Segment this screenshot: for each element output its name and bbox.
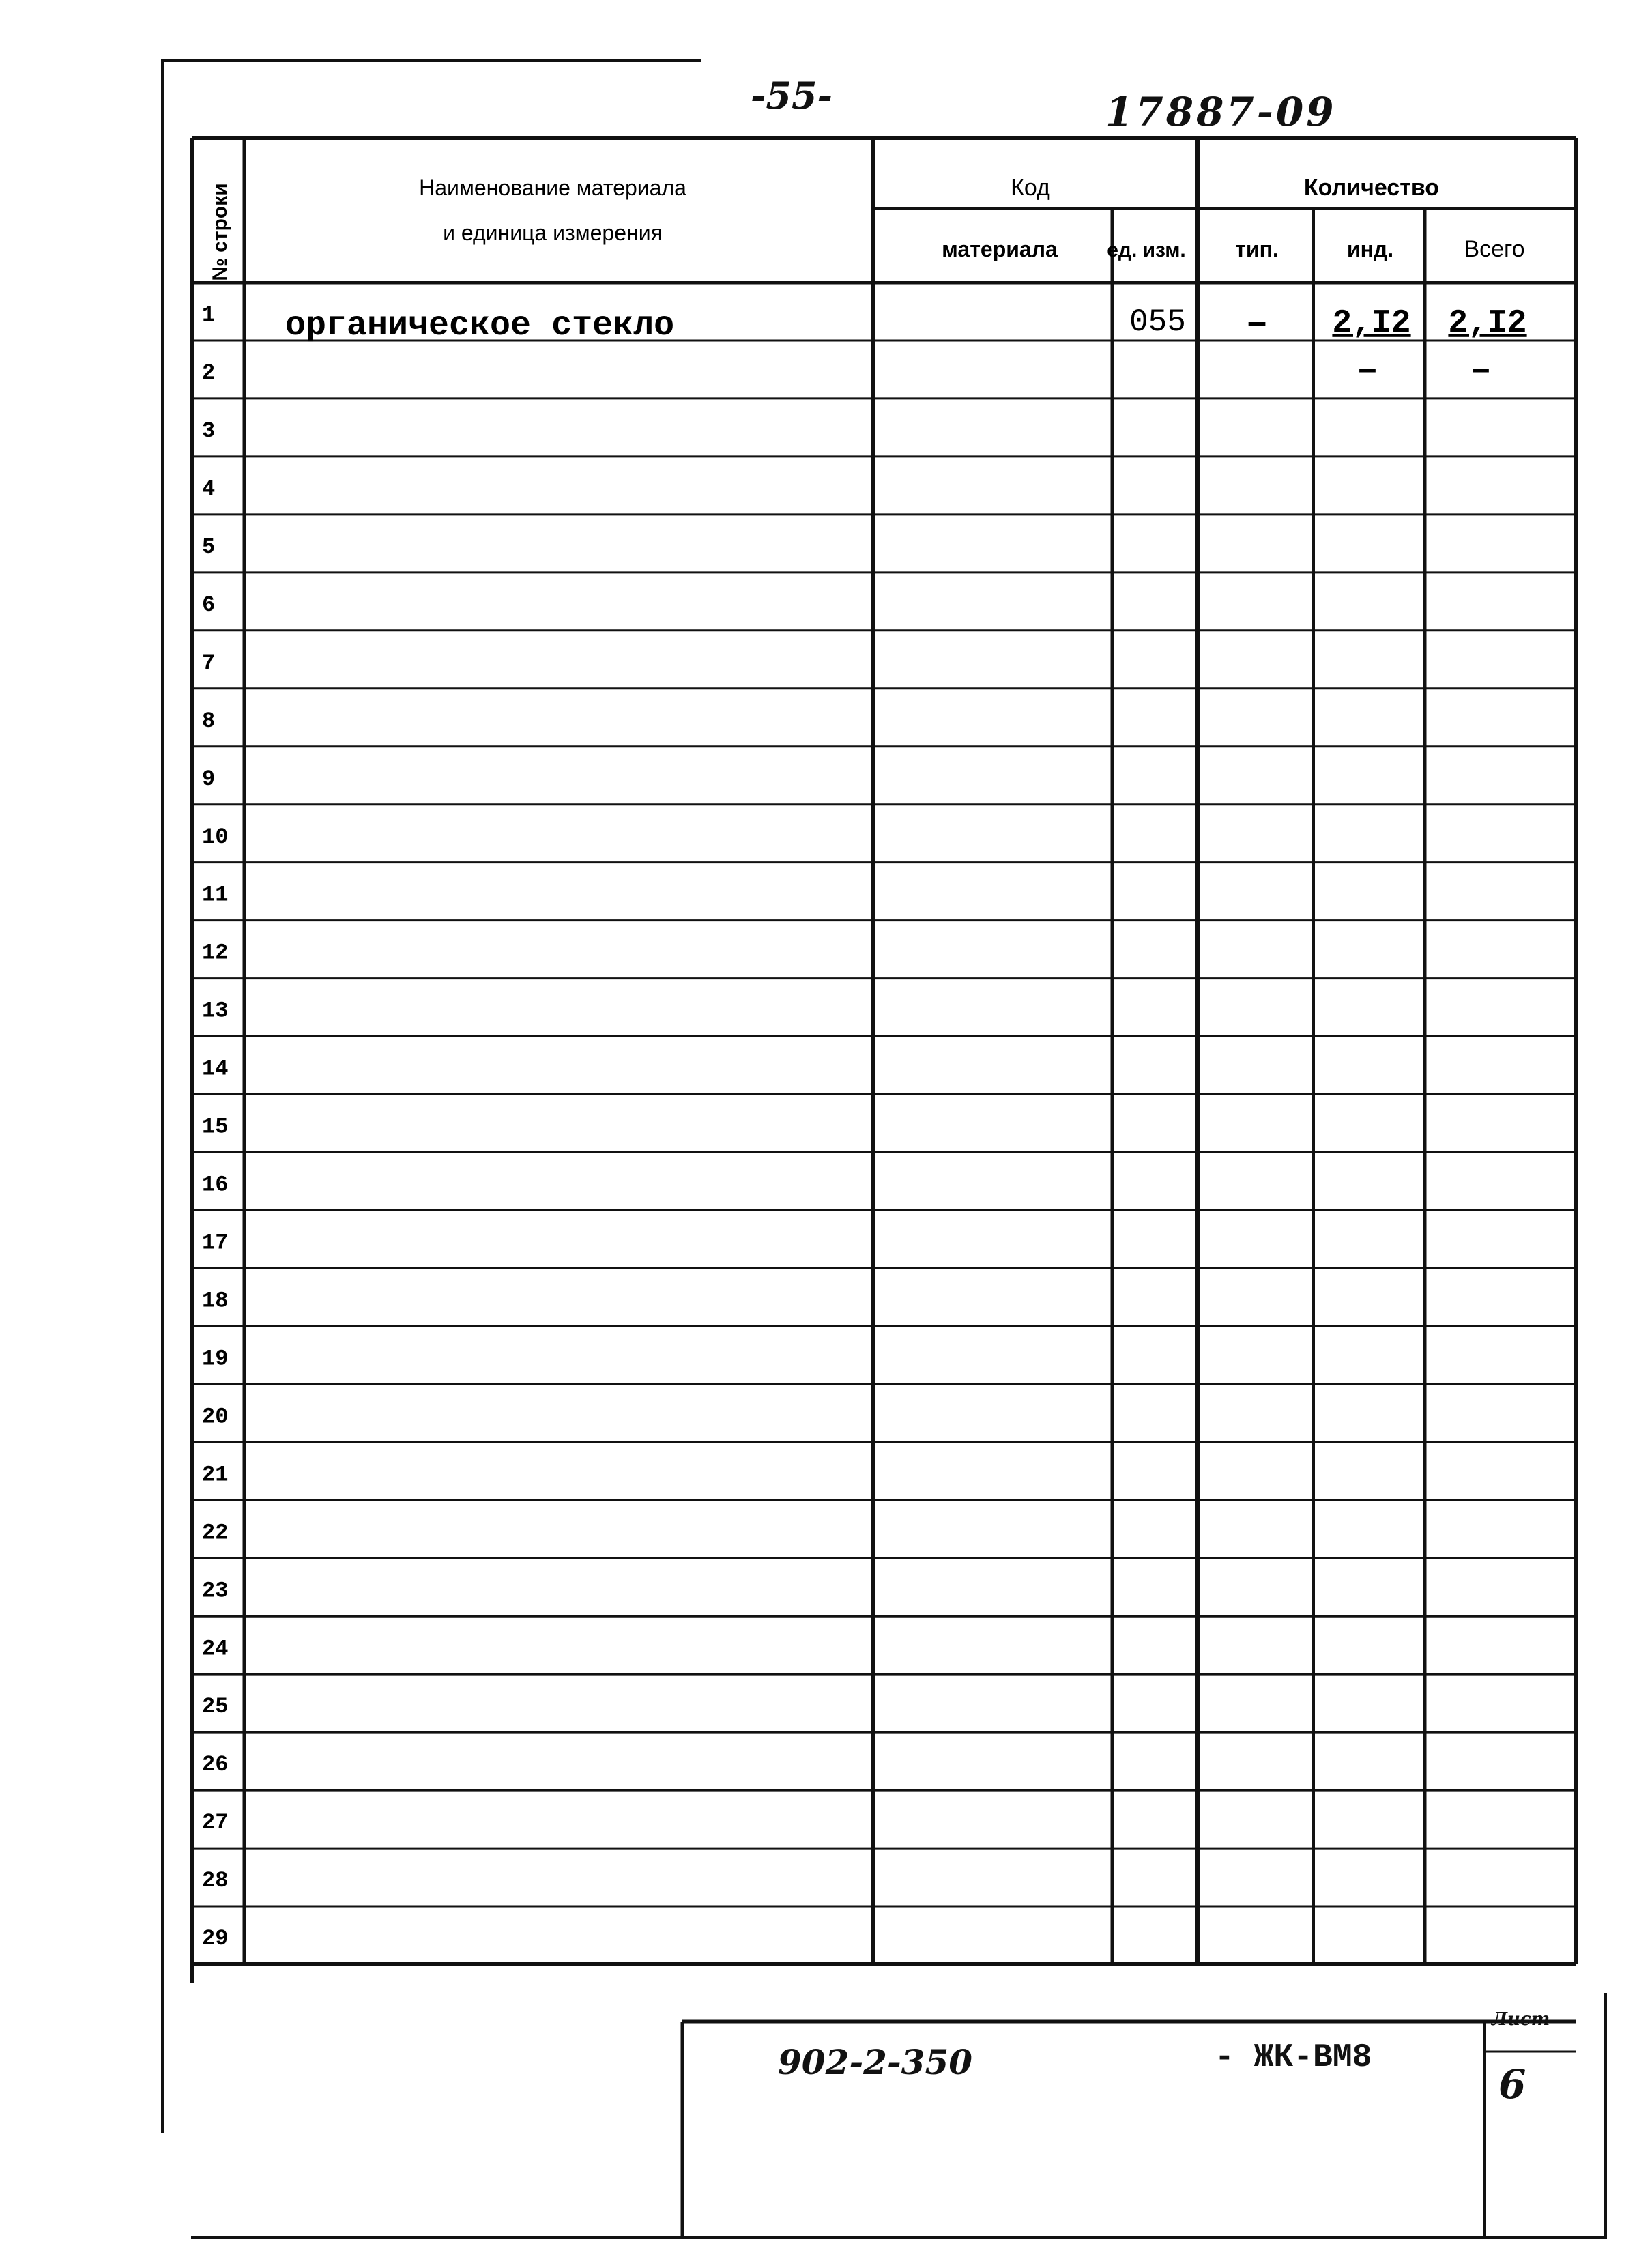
header-qty-ind: инд. [1346,237,1394,261]
row-number: 14 [202,1056,229,1082]
header-name-line2: и единица измерения [443,220,663,245]
inventory-number: 17887-09 [1105,89,1337,135]
row-number: 27 [202,1810,229,1836]
row-number: 3 [202,418,216,444]
row-number: 1 [202,302,216,328]
row1-unit-code: 055 [1129,304,1186,340]
row-number: 18 [202,1288,229,1314]
row1-qty-ind: 2,I2 [1332,305,1411,342]
row-number: 10 [202,824,229,850]
header-row-no: № строки [209,183,231,281]
header-code-material: материала [942,237,1058,261]
table-grid-lines [192,138,1576,2237]
row-number: 5 [202,534,216,560]
document-code: 902-2-350 [778,2042,973,2082]
row-number: 2 [202,360,216,386]
row-number: 20 [202,1404,229,1430]
row-number: 29 [202,1926,229,1952]
row-number: 24 [202,1636,229,1662]
header-qty-total: Всего [1464,236,1525,262]
row-number: 11 [202,882,229,908]
row-number: 15 [202,1114,229,1140]
row-number: 25 [202,1694,229,1720]
row-number: 13 [202,998,229,1024]
row-number: 9 [202,766,216,792]
row-number: 6 [202,592,216,618]
row-number: 4 [202,476,216,502]
row-number: 28 [202,1868,229,1894]
header-code-group: Код [1011,175,1050,201]
sheet-number: 6 [1498,2061,1526,2108]
document-suffix: - ЖК-ВМ8 [1215,2039,1372,2076]
row-number: 12 [202,940,229,966]
row-number: 8 [202,708,216,734]
header-code-unit: ед. изм. [1107,239,1186,261]
row2-qty-total: – [1471,351,1490,387]
row-number: 7 [202,650,216,676]
row-number: 19 [202,1346,229,1372]
row-number: 22 [202,1520,229,1546]
sheet-label: Лист [1492,2009,1550,2030]
row-number: 17 [202,1230,229,1256]
row1-name: органическое стекло [285,306,675,345]
page-number: -55- [751,74,832,117]
row-number: 23 [202,1578,229,1604]
row-number: 16 [202,1172,229,1198]
row-numbers [202,302,228,1951]
row1-qty-total: 2,I2 [1448,305,1527,342]
row1-qty-typ: – [1247,302,1266,341]
header-name-line1: Наименование материала [419,175,686,200]
row-number: 21 [202,1462,229,1488]
header-qty-typ: тип. [1235,237,1279,261]
row2-qty-ind: – [1358,351,1377,387]
row-number: 26 [202,1752,229,1778]
header-qty-group: Количество [1303,175,1440,201]
